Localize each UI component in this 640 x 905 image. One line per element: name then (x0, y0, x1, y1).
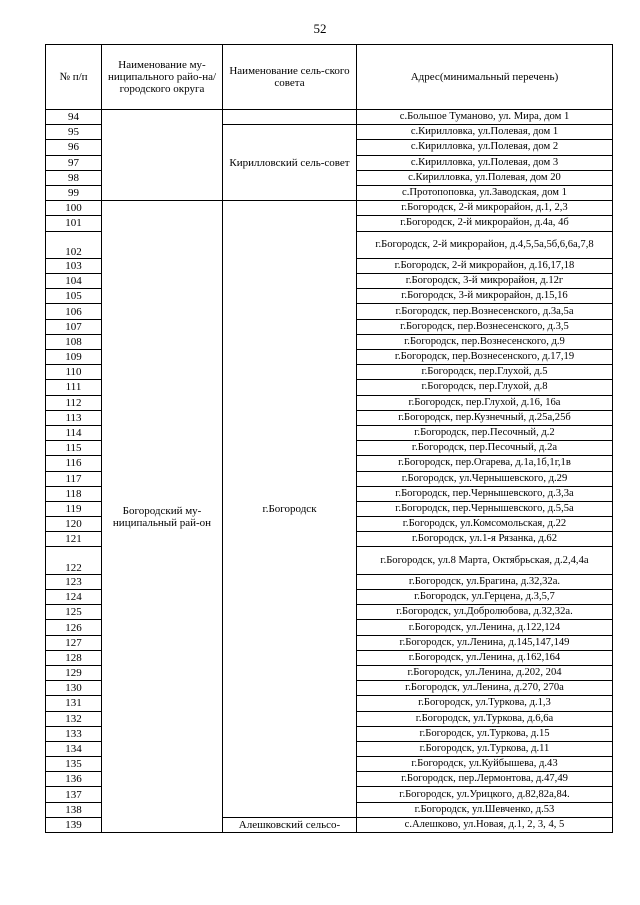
row-number: 95 (46, 125, 102, 140)
row-number: 102 (46, 231, 102, 258)
row-number: 104 (46, 274, 102, 289)
row-address: г.Богородск, ул.Ленина, д.202, 204 (357, 665, 613, 680)
row-number: 137 (46, 787, 102, 802)
row-address: г.Богородск, ул.Брагина, д.32,32а. (357, 574, 613, 589)
row-address: г.Богородск, пер.Глухой, д.8 (357, 380, 613, 395)
row-number: 130 (46, 681, 102, 696)
row-address: г.Богородск, ул.Урицкого, д.82,82а,84. (357, 787, 613, 802)
row-number: 103 (46, 258, 102, 273)
row-address: г.Богородск, 2-й микрорайон, д.4,5,5а,5б,6,6а,7,8 (357, 231, 613, 258)
row-number: 98 (46, 170, 102, 185)
row-number: 117 (46, 471, 102, 486)
row-number: 131 (46, 696, 102, 711)
row-number: 132 (46, 711, 102, 726)
table-row (46, 110, 613, 125)
row-number: 100 (46, 201, 102, 216)
row-number: 112 (46, 395, 102, 410)
row-number: 115 (46, 441, 102, 456)
row-address: г.Богородск, ул.Туркова, д.11 (357, 741, 613, 756)
row-address: с.Кирилловка, ул.Полевая, дом 20 (357, 170, 613, 185)
table-header-row (46, 45, 613, 110)
row-number: 134 (46, 741, 102, 756)
row-number: 96 (46, 140, 102, 155)
row-number: 128 (46, 650, 102, 665)
row-number: 97 (46, 155, 102, 170)
row-number: 106 (46, 304, 102, 319)
district-bogorodsk: Богородский му-ниципальный рай-он (102, 201, 223, 833)
page-number: 52 (313, 21, 327, 36)
row-address: г.Богородск, пер.Лермонтова, д.47,49 (357, 772, 613, 787)
row-number: 136 (46, 772, 102, 787)
row-number: 94 (46, 110, 102, 125)
row-address: г.Богородск, ул.Комсомольская, д.22 (357, 517, 613, 532)
row-address: г.Богородск, ул.Ленина, д.270, 270а (357, 681, 613, 696)
row-address: г.Богородск, ул.Ленина, д.122,124 (357, 620, 613, 635)
row-address: г.Богородск, пер.Вознесенского, д.17,19 (357, 350, 613, 365)
header-address: Адрес(минимальный перечень) (357, 45, 613, 110)
row-address: г.Богородск, пер.Чернышевского, д.3,3а (357, 486, 613, 501)
row-address: г.Богородск, ул.Куйбышева, д.43 (357, 757, 613, 772)
row-number: 123 (46, 574, 102, 589)
row-number: 105 (46, 289, 102, 304)
row-number: 118 (46, 486, 102, 501)
address-table (45, 44, 613, 833)
row-number: 135 (46, 757, 102, 772)
row-address: г.Богородск, пер.Песочный, д.2 (357, 425, 613, 440)
header-district: Наименование му-ниципального райо-на/ городского округа (102, 45, 223, 110)
row-address: г.Богородск, ул.Герцена, д.3,5,7 (357, 590, 613, 605)
row-address: г.Богородск, пер.Глухой, д.16, 16а (357, 395, 613, 410)
row-number: 124 (46, 590, 102, 605)
row-address: г.Богородск, пер.Чернышевского, д.5,5а (357, 501, 613, 516)
row-address: г.Богородск, пер.Вознесенского, д.9 (357, 334, 613, 349)
row-address: г.Богородск, ул.Туркова, д.1,3 (357, 696, 613, 711)
row-address: с.Большое Туманово, ул. Мира, дом 1 (357, 110, 613, 125)
row-address: г.Богородск, ул.Туркова, д.15 (357, 726, 613, 741)
row-number: 122 (46, 547, 102, 574)
row-number: 101 (46, 216, 102, 231)
row-number: 109 (46, 350, 102, 365)
row-number: 119 (46, 501, 102, 516)
row-number: 120 (46, 517, 102, 532)
row-number: 129 (46, 665, 102, 680)
row-address: г.Богородск, ул.1-я Рязанка, д.62 (357, 532, 613, 547)
row-number: 133 (46, 726, 102, 741)
table-row (46, 201, 613, 216)
row-address: г.Богородск, 2-й микрорайон, д.1, 2,3 (357, 201, 613, 216)
row-number: 108 (46, 334, 102, 349)
row-number: 125 (46, 605, 102, 620)
header-council: Наименование сель-ского совета (223, 45, 357, 110)
row-address: г.Богородск, ул.Ленина, д.162,164 (357, 650, 613, 665)
row-address: г.Богородск, 3-й микрорайон, д.15,16 (357, 289, 613, 304)
row-address: г.Богородск, пер.Песочный, д.2а (357, 441, 613, 456)
row-address: г.Богородск, пер.Огарева, д.1а,1б,1г,1в (357, 456, 613, 471)
row-number: 116 (46, 456, 102, 471)
district-cell-empty (102, 110, 223, 201)
row-number: 110 (46, 365, 102, 380)
row-address: г.Богородск, ул.Ленина, д.145,147,149 (357, 635, 613, 650)
row-address: г.Богородск, ул.Туркова, д.6,6а (357, 711, 613, 726)
row-address: г.Богородск, ул.Добролюбова, д.32,32а. (357, 605, 613, 620)
row-number: 138 (46, 802, 102, 817)
row-address: г.Богородск, пер.Вознесенского, д.3,5 (357, 319, 613, 334)
row-address: с.Кирилловка, ул.Полевая, дом 2 (357, 140, 613, 155)
council-cell-empty (223, 110, 357, 125)
row-number: 139 (46, 817, 102, 832)
row-address: г.Богородск, 3-й микрорайон, д.12г (357, 274, 613, 289)
row-number: 113 (46, 410, 102, 425)
row-address: г.Богородск, пер.Глухой, д.5 (357, 365, 613, 380)
row-number: 126 (46, 620, 102, 635)
row-number: 111 (46, 380, 102, 395)
row-address: г.Богородск, пер.Кузнечный, д.25а,25б (357, 410, 613, 425)
council-aleshkovsky: Алешковский сельсо- (223, 817, 357, 832)
row-number: 99 (46, 185, 102, 200)
row-address: г.Богородск, 2-й микрорайон, д.16,17,18 (357, 258, 613, 273)
row-address: с.Протопоповка, ул.Заводская, дом 1 (357, 185, 613, 200)
row-address: г.Богородск, 2-й микрорайон, д.4а, 4б (357, 216, 613, 231)
row-address: г.Богородск, ул.Шевченко, д.53 (357, 802, 613, 817)
council-bogorodsk: г.Богородск (223, 201, 357, 818)
council-kirillovsky: Кирилловский сель-совет (223, 125, 357, 201)
row-address: г.Богородск, пер.Вознесенского, д.3а,5а (357, 304, 613, 319)
row-number: 121 (46, 532, 102, 547)
row-number: 127 (46, 635, 102, 650)
row-address: г.Богородск, ул.8 Марта, Октябрьская, д.2,4,4а (357, 547, 613, 574)
row-address: с.Кирилловка, ул.Полевая, дом 1 (357, 125, 613, 140)
row-address: с.Кирилловка, ул.Полевая, дом 3 (357, 155, 613, 170)
header-num: № п/п (46, 45, 102, 110)
row-address: с.Алешково, ул.Новая, д.1, 2, 3, 4, 5 (357, 817, 613, 832)
row-address: г.Богородск, ул.Чернышевского, д.29 (357, 471, 613, 486)
row-number: 107 (46, 319, 102, 334)
row-number: 114 (46, 425, 102, 440)
